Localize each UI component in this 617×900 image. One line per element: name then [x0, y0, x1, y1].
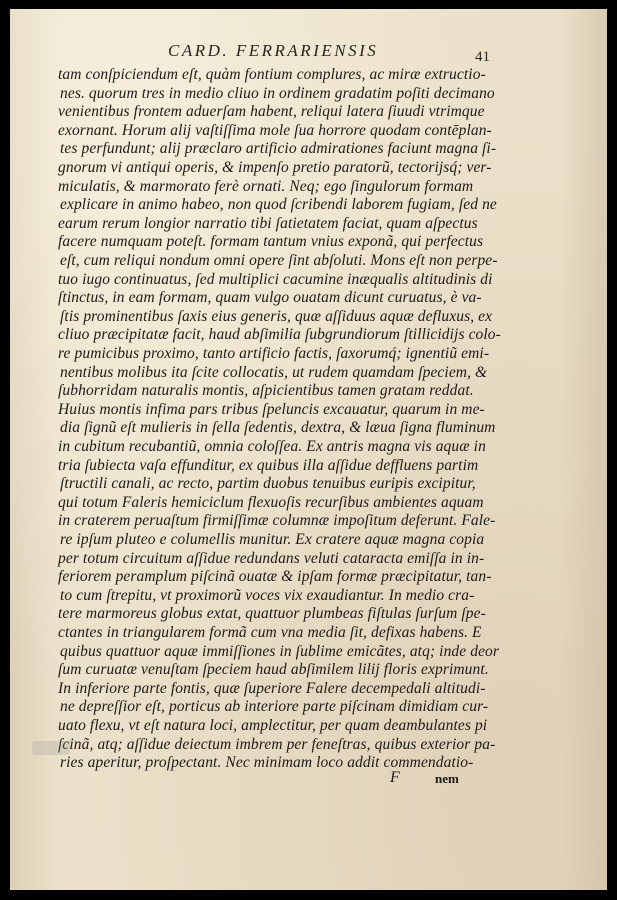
text-line: Huius montis infima pars tribus ſpeluncis excauatur, quarum in me-	[58, 400, 485, 418]
text-line: nes. quorum tres in medio cliuo in ordinem gradatim poſiti decimano	[60, 84, 495, 102]
text-line: dia ſignũ eſt mulieris in ſella ſedentis, dextra, & læua ſigna fluminum	[60, 419, 496, 437]
text-line: ctantes in triangularem formã cum vna media ſit, defixas habens. E	[58, 624, 482, 641]
text-line: to cum ſtrepitu, vt proximorũ voces vix exaudiantur. In medio cra-	[60, 586, 475, 604]
text-line: in craterem peruaſtum firmiſſimæ columnæ impoſitum deferunt. Fale-	[58, 512, 496, 530]
text-line: explicare in animo habeo, non quod ſcribendi laborem fugiam, ſed ne	[60, 196, 497, 214]
text-line: gnorum vi antiqui operis, & impenſo pretio paratorũ, tectorijsq́; ver-	[58, 159, 492, 176]
catchword: nem	[435, 771, 459, 786]
text-line: In inferiore parte fontis, quæ ſuperiore Falere decempedali altitudi-	[58, 679, 486, 697]
text-line: in cubitum recubantiũ, omnia coloſſea. Ex antris magna vis aquæ in	[58, 438, 486, 455]
page-number: 41	[475, 49, 490, 65]
text-line: tria ſubiecta vaſa effunditur, ex quibus illa aſſidue deffluens partim	[58, 456, 479, 474]
text-line: tes perfundunt; alij præclaro artificio admirationes faciunt magna ſi-	[60, 140, 497, 158]
text-line: venientibus frontem aduerſam habent, reliqui latera ſiuudi vtrimque	[58, 103, 485, 121]
text-line: ſubhorridam naturalis montis, aſpicientibus tamen gratam reddat.	[58, 382, 474, 400]
text-line: feriorem peramplum piſcinã ouatæ & ipſam formæ præcipitatur, tan-	[58, 568, 492, 586]
text-line: earum rerum longior narratio tibi ſatietatem faciat, quam aſpectus	[58, 214, 478, 232]
text-line: ſtinctus, in eam formam, quam vulgo ouatam dicunt curuatus, è va-	[58, 289, 482, 307]
text-line: per totum circuitum aſſidue redundans veluti cataracta emiſſa in in-	[58, 549, 485, 567]
text-line: re ipſum pluteo e columellis munitur. Ex cratere aquæ magna copia	[60, 531, 485, 548]
text-line: qui totum Faleris hemiciclum flexuoſis recurſibus ambientes aquam	[58, 493, 484, 511]
text-line: uato flexu, vt eſt natura loci, amplectitur, per quam deambulantes pi	[58, 717, 488, 734]
text-line: ſum curuatæ venuſtam ſpeciem haud abſimilem lilij floris exprimunt.	[58, 661, 489, 679]
text-line: ſtis prominentibus ſaxis eius generis, quæ aſſiduus aquæ defluxus, ex	[60, 307, 493, 325]
text-line: miculatis, & marmorato ferè ornati. Neq; ego ſingulorum formam	[58, 177, 474, 195]
text-line: tam conſpiciendum eſt, quàm fontium complures, ac miræ extructio-	[58, 66, 486, 83]
text-line: ſtructili canali, ac recto, partim duobus tenuibus euripis excipitur,	[60, 475, 476, 493]
text-line: re pumicibus proximo, tanto artificio factis, ſaxorumq́; ignentiũ emi-	[58, 345, 490, 362]
text-line: ne depreſſior eſt, porticus ab interiore parte piſcinam dimidiam cur-	[60, 698, 489, 716]
text-line: cliuo præcipitatæ facit, haud abſimilia ſubgrundiorum ſtillicidijs colo-	[58, 326, 501, 344]
text-line: eſt, cum reliqui nondum omni opere ſint abſoluti. Mons eſt non perpe-	[60, 252, 498, 269]
book-page	[10, 9, 607, 890]
signature-mark: F	[390, 769, 400, 786]
text-line: tuo iugo continuatus, ſed multiplici cacumine inæqualis altitudinis di	[58, 270, 493, 288]
text-line: exornant. Horum alij vaſtiſſima mole ſua horrore quodam contēplan-	[58, 121, 492, 139]
text-line: ſcinã, atq; aſſidue deiectum imbrem per feneſtras, quibus exterior pa-	[58, 735, 496, 753]
text-line: facere numquam poteſt. formam tantum vnius exponã, qui perfectus	[58, 233, 484, 251]
text-line: tere marmoreus globus extat, quattuor plumbeas fiſtulas ſurſum ſpe-	[58, 605, 486, 623]
text-line: ries aperitur, proſpectant. Nec minimam loco addit commendatio-	[60, 754, 474, 772]
text-line: nentibus molibus ita ſcite collocatis, ut rudem quamdam ſpeciem, &	[60, 363, 488, 381]
library-stamp	[32, 741, 70, 755]
running-head: CARD. FERRARIENSIS	[168, 41, 379, 60]
text-line: quibus quattuor aquæ immiſſiones in ſublime emicãtes, atq; inde deor	[60, 642, 500, 660]
